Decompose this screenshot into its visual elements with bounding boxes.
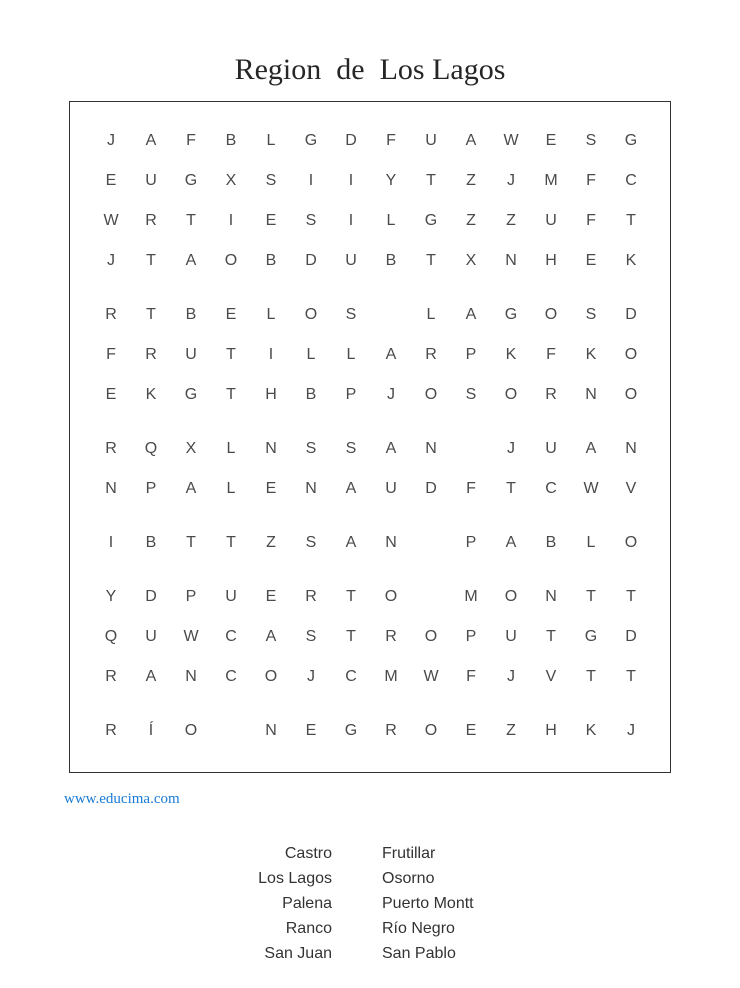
grid-letter[interactable]: T <box>426 172 436 189</box>
grid-letter[interactable]: S <box>305 212 317 229</box>
grid-letter[interactable]: U <box>345 252 357 269</box>
grid-letter[interactable]: S <box>305 534 317 551</box>
grid-letter[interactable]: U <box>425 132 437 149</box>
grid-letter[interactable]: H <box>545 722 557 739</box>
grid-letter[interactable]: S <box>305 440 317 457</box>
grid-letter[interactable]: D <box>145 588 157 605</box>
grid-letter[interactable]: U <box>385 480 397 497</box>
grid-letter[interactable]: S <box>585 306 597 323</box>
grid-letter[interactable]: W <box>583 480 599 497</box>
word-list-item: Puerto Montt <box>382 895 474 912</box>
word-list-item: Los Lagos <box>258 870 332 887</box>
grid-letter[interactable]: V <box>545 668 557 685</box>
grid-letter[interactable]: Y <box>385 172 397 189</box>
grid-letter[interactable]: E <box>105 386 117 403</box>
grid-letter[interactable]: A <box>385 346 397 363</box>
grid-letter[interactable]: Q <box>144 440 158 457</box>
grid-letter[interactable]: L <box>386 212 396 229</box>
grid-letter[interactable]: I <box>108 534 114 551</box>
grid-letter[interactable]: S <box>585 132 597 149</box>
grid-letter[interactable]: L <box>266 132 276 149</box>
grid-letter[interactable]: N <box>185 668 197 685</box>
grid-letter[interactable]: J <box>507 668 515 685</box>
grid-letter[interactable]: O <box>424 386 438 403</box>
grid-letter[interactable]: U <box>545 212 557 229</box>
word-list-item: San Pablo <box>382 945 456 962</box>
grid-letter[interactable]: O <box>264 668 278 685</box>
grid-letter[interactable]: N <box>265 440 277 457</box>
grid-letter[interactable]: T <box>346 628 356 645</box>
grid-letter[interactable]: H <box>545 252 557 269</box>
grid-letter[interactable]: O <box>624 346 638 363</box>
grid-letter[interactable]: K <box>585 722 597 739</box>
grid-letter[interactable] <box>416 587 446 607</box>
grid-letter[interactable]: N <box>585 386 597 403</box>
grid-letter[interactable]: N <box>625 440 637 457</box>
educima-link[interactable]: www.educima.com <box>64 791 180 807</box>
grid-letter[interactable]: U <box>145 172 157 189</box>
grid-letter[interactable]: O <box>504 386 518 403</box>
grid-letter[interactable]: U <box>185 346 197 363</box>
grid-letter[interactable]: O <box>184 722 198 739</box>
grid-letter[interactable]: O <box>424 628 438 645</box>
grid-letter[interactable]: R <box>545 386 557 403</box>
grid-letter[interactable]: J <box>627 722 635 739</box>
grid-letter[interactable]: X <box>185 440 197 457</box>
grid-letter[interactable]: G <box>584 628 598 645</box>
grid-letter[interactable]: E <box>545 132 557 149</box>
grid-letter[interactable]: J <box>507 172 515 189</box>
grid-letter[interactable]: U <box>545 440 557 457</box>
grid-letter[interactable]: N <box>105 480 117 497</box>
grid-letter[interactable]: A <box>465 132 477 149</box>
grid-letter[interactable]: L <box>586 534 596 551</box>
grid-letter[interactable]: B <box>185 306 197 323</box>
grid-letter[interactable]: A <box>345 534 357 551</box>
grid-letter[interactable]: L <box>266 306 276 323</box>
grid-letter[interactable]: T <box>226 534 236 551</box>
grid-letter[interactable]: Z <box>506 722 516 739</box>
grid-letter[interactable]: U <box>145 628 157 645</box>
grid-letter[interactable]: O <box>544 306 558 323</box>
grid-letter[interactable]: A <box>185 252 197 269</box>
grid-letter[interactable]: Z <box>466 172 476 189</box>
grid-letter[interactable]: W <box>423 668 439 685</box>
grid-letter[interactable]: T <box>626 588 636 605</box>
grid-letter[interactable]: R <box>105 440 117 457</box>
grid-letter[interactable]: R <box>105 722 117 739</box>
grid-letter[interactable]: Y <box>105 588 117 605</box>
grid-letter[interactable]: T <box>186 212 196 229</box>
grid-letter[interactable]: U <box>505 628 517 645</box>
grid-letter[interactable]: B <box>385 252 397 269</box>
grid-letter[interactable]: C <box>225 668 237 685</box>
grid-letter[interactable]: N <box>545 588 557 605</box>
grid-letter[interactable]: N <box>385 534 397 551</box>
word-list-left <box>258 843 332 968</box>
grid-letter[interactable]: C <box>345 668 357 685</box>
grid-letter[interactable]: I <box>268 346 274 363</box>
word-list-item: San Juan <box>264 945 332 962</box>
grid-letter[interactable]: M <box>544 172 558 189</box>
grid-letter[interactable]: J <box>387 386 395 403</box>
grid-letter[interactable]: K <box>625 252 637 269</box>
grid-letter[interactable]: B <box>265 252 277 269</box>
grid-letter[interactable]: S <box>345 440 357 457</box>
grid-letter[interactable]: T <box>226 386 236 403</box>
grid-letter[interactable]: J <box>507 440 515 457</box>
grid-letter[interactable]: I <box>348 172 354 189</box>
grid-letter[interactable]: A <box>145 668 157 685</box>
grid-letter[interactable]: F <box>546 346 556 363</box>
grid-letter[interactable]: P <box>465 346 477 363</box>
grid-letter[interactable]: T <box>626 212 636 229</box>
grid-letter[interactable]: Z <box>466 212 476 229</box>
grid-letter[interactable]: A <box>465 306 477 323</box>
grid-letter[interactable]: N <box>505 252 517 269</box>
grid-letter[interactable]: H <box>265 386 277 403</box>
grid-letter[interactable]: S <box>265 172 277 189</box>
grid-letter[interactable] <box>376 305 406 325</box>
grid-letter[interactable]: T <box>226 346 236 363</box>
grid-letter[interactable]: S <box>345 306 357 323</box>
grid-letter[interactable]: G <box>344 722 358 739</box>
grid-letter[interactable]: W <box>103 212 119 229</box>
grid-letter[interactable]: T <box>506 480 516 497</box>
grid-letter[interactable]: E <box>465 722 477 739</box>
grid-letter[interactable]: N <box>265 722 277 739</box>
grid-letter[interactable]: R <box>385 628 397 645</box>
grid-letter[interactable]: P <box>145 480 157 497</box>
grid-letter[interactable]: D <box>305 252 317 269</box>
puzzle-title: Region de Los Lagos <box>234 53 506 86</box>
grid-letter[interactable]: K <box>505 346 517 363</box>
grid-letter[interactable]: M <box>464 588 478 605</box>
word-list-right <box>382 843 474 968</box>
grid-letter[interactable]: O <box>624 534 638 551</box>
grid-letter[interactable]: P <box>465 628 477 645</box>
grid-letter[interactable]: A <box>505 534 517 551</box>
grid-letter[interactable]: F <box>466 480 476 497</box>
grid-letter[interactable]: T <box>626 668 636 685</box>
grid-letter[interactable]: J <box>307 668 315 685</box>
grid-letter[interactable]: O <box>504 588 518 605</box>
grid-letter[interactable]: O <box>224 252 238 269</box>
grid-letter[interactable]: T <box>346 588 356 605</box>
grid-letter[interactable]: J <box>107 252 115 269</box>
grid-letter[interactable]: E <box>265 212 277 229</box>
grid-letter[interactable]: E <box>265 588 277 605</box>
grid-letter[interactable]: G <box>624 132 638 149</box>
grid-letter[interactable]: I <box>308 172 314 189</box>
grid-letter[interactable]: T <box>426 252 436 269</box>
grid-letter[interactable]: C <box>545 480 557 497</box>
word-list-item: Frutillar <box>382 845 436 862</box>
grid-letter[interactable]: F <box>106 346 116 363</box>
grid-letter[interactable]: A <box>345 480 357 497</box>
grid-letter[interactable]: Q <box>104 628 118 645</box>
grid-letter[interactable]: C <box>625 172 637 189</box>
grid-letter[interactable]: M <box>384 668 398 685</box>
grid-letter[interactable]: A <box>385 440 397 457</box>
grid-letter[interactable]: L <box>426 306 436 323</box>
grid-letter[interactable]: N <box>425 440 437 457</box>
grid-letter[interactable]: K <box>585 346 597 363</box>
grid-letter[interactable]: K <box>145 386 157 403</box>
grid-letter[interactable]: L <box>346 346 356 363</box>
grid-letter[interactable]: B <box>225 132 237 149</box>
grid-letter[interactable]: R <box>425 346 437 363</box>
grid-letter[interactable]: E <box>265 480 277 497</box>
grid-letter[interactable]: A <box>265 628 277 645</box>
grid-letter[interactable]: W <box>183 628 199 645</box>
grid-letter[interactable]: G <box>504 306 518 323</box>
grid-letter[interactable]: G <box>184 172 198 189</box>
grid-letter[interactable]: W <box>503 132 519 149</box>
grid-letter[interactable]: Í <box>148 722 154 739</box>
grid-letter[interactable]: R <box>105 668 117 685</box>
grid-letter[interactable]: R <box>145 212 157 229</box>
grid-letter[interactable]: A <box>145 132 157 149</box>
grid-letter[interactable]: J <box>107 132 115 149</box>
grid-letter[interactable]: E <box>305 722 317 739</box>
grid-letter[interactable]: D <box>625 306 637 323</box>
grid-letter[interactable]: O <box>624 386 638 403</box>
grid-letter[interactable]: F <box>386 132 396 149</box>
grid-letter[interactable]: T <box>186 534 196 551</box>
grid-letter[interactable]: F <box>586 212 596 229</box>
word-list-item: Castro <box>284 845 332 862</box>
word-list-item: Ranco <box>285 920 332 937</box>
grid-letter[interactable] <box>216 721 246 741</box>
grid-letter[interactable]: R <box>305 588 317 605</box>
grid-letter[interactable]: P <box>185 588 197 605</box>
grid-letter[interactable]: S <box>465 386 477 403</box>
grid-letter[interactable]: O <box>384 588 398 605</box>
grid-letter[interactable]: O <box>304 306 318 323</box>
grid-letter[interactable]: N <box>305 480 317 497</box>
grid-letter[interactable]: T <box>586 588 596 605</box>
grid-letter[interactable]: V <box>625 480 637 497</box>
grid-letter[interactable]: F <box>586 172 596 189</box>
grid-letter[interactable]: G <box>184 386 198 403</box>
grid-letter[interactable]: L <box>306 346 316 363</box>
grid-letter[interactable]: B <box>545 534 557 551</box>
grid-letter[interactable]: I <box>228 212 234 229</box>
grid-letter[interactable]: T <box>146 306 156 323</box>
grid-letter[interactable]: R <box>145 346 157 363</box>
grid-letter[interactable]: L <box>226 440 236 457</box>
grid-letter[interactable]: B <box>145 534 157 551</box>
grid-letter[interactable]: Z <box>266 534 276 551</box>
grid-letter[interactable]: D <box>625 628 637 645</box>
grid-letter[interactable]: T <box>146 252 156 269</box>
grid-letter[interactable]: X <box>465 252 477 269</box>
grid-letter[interactable]: C <box>225 628 237 645</box>
grid-letter[interactable]: Z <box>506 212 516 229</box>
grid-letter[interactable]: G <box>304 132 318 149</box>
grid-letter[interactable]: R <box>105 306 117 323</box>
grid-letter[interactable]: S <box>305 628 317 645</box>
word-list-item: Osorno <box>382 870 435 887</box>
word-list-item: Palena <box>282 895 332 912</box>
grid-letter[interactable]: E <box>225 306 237 323</box>
grid-letter[interactable]: L <box>226 480 236 497</box>
grid-letter[interactable]: F <box>466 668 476 685</box>
grid-letter[interactable]: A <box>585 440 597 457</box>
word-search-grid <box>69 101 671 773</box>
grid-letter[interactable]: I <box>348 212 354 229</box>
grid-letter[interactable]: O <box>424 722 438 739</box>
grid-letter[interactable]: E <box>585 252 597 269</box>
grid-letter[interactable]: B <box>305 386 317 403</box>
grid-letter[interactable]: R <box>385 722 397 739</box>
grid-letter[interactable] <box>416 533 446 553</box>
grid-letter[interactable]: G <box>424 212 438 229</box>
grid-letter[interactable]: A <box>185 480 197 497</box>
grid-letter[interactable]: E <box>105 172 117 189</box>
grid-letter[interactable]: P <box>345 386 357 403</box>
grid-letter[interactable]: T <box>546 628 556 645</box>
grid-letter[interactable]: F <box>186 132 196 149</box>
grid-letter[interactable]: D <box>425 480 437 497</box>
grid-letter[interactable]: X <box>225 172 237 189</box>
grid-letter[interactable]: U <box>225 588 237 605</box>
grid-letter[interactable] <box>456 439 486 459</box>
grid-letter[interactable]: P <box>465 534 477 551</box>
grid-letter[interactable]: T <box>586 668 596 685</box>
word-list-item: Río Negro <box>382 920 455 937</box>
grid-letter[interactable]: D <box>345 132 357 149</box>
